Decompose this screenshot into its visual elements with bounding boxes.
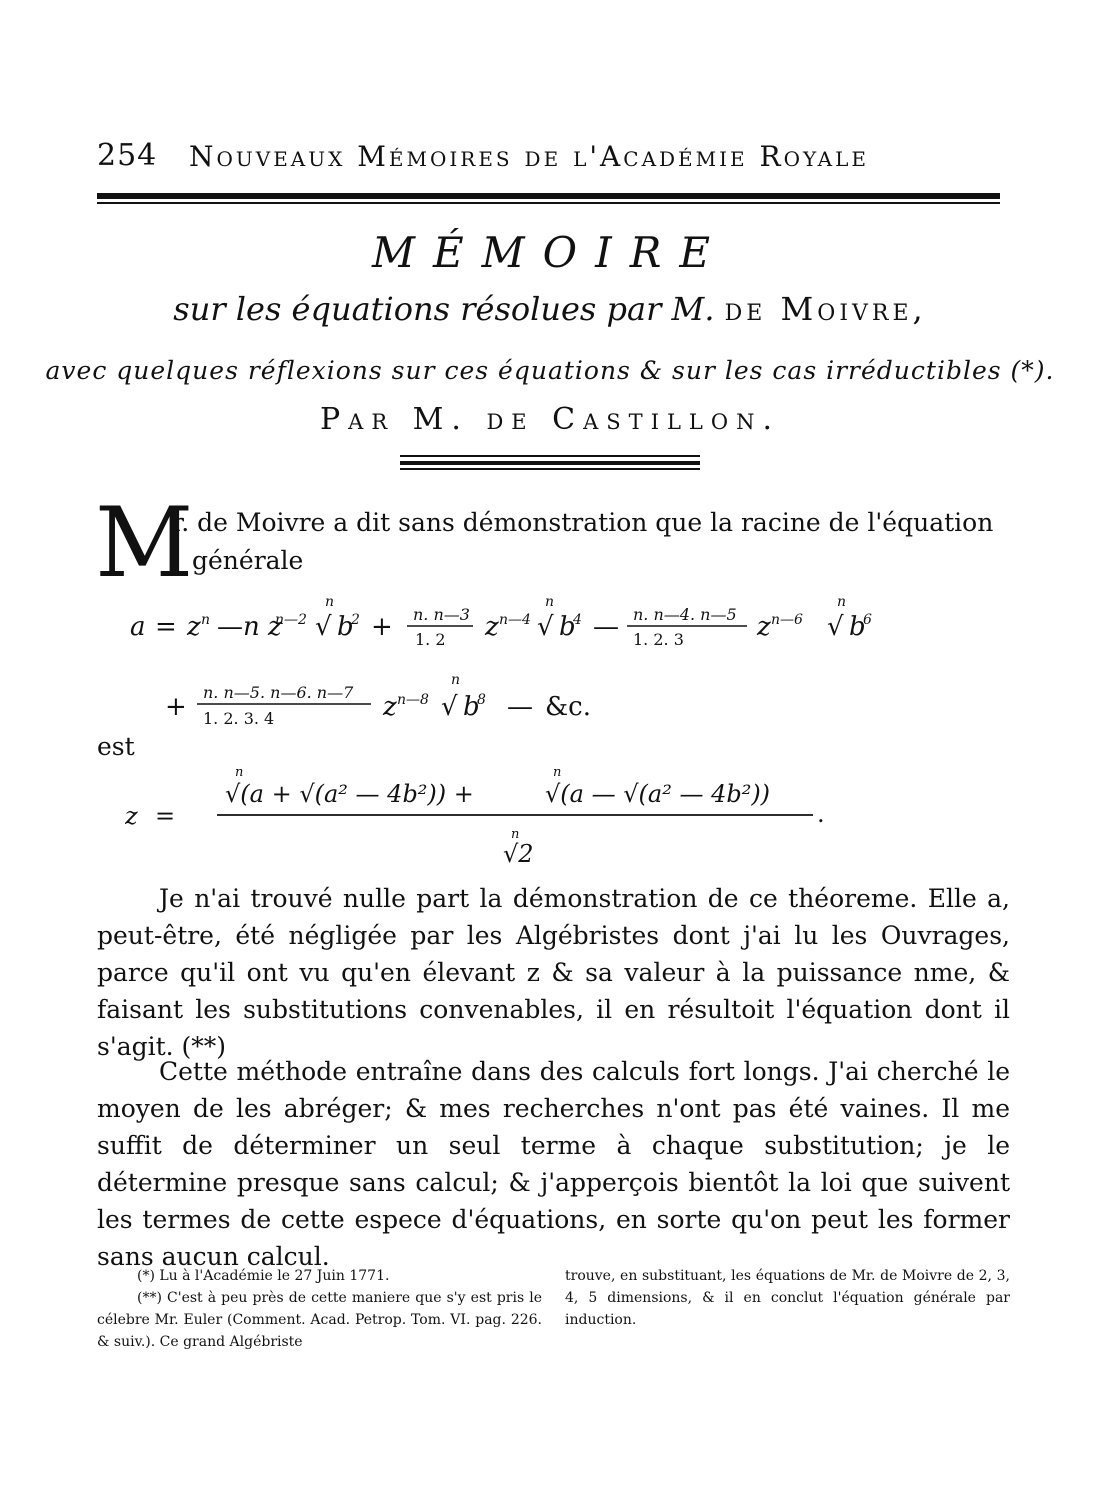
svg-text:√: √ bbox=[827, 612, 844, 642]
svg-text:n. n—5. n—6. n—7: n. n—5. n—6. n—7 bbox=[203, 683, 354, 702]
svg-text:n: n bbox=[235, 765, 244, 780]
footnotes-right-column bbox=[565, 1265, 1010, 1331]
svg-text:z: z bbox=[383, 692, 397, 722]
eq1-etc: &c. bbox=[545, 692, 591, 722]
title-rule-middle bbox=[400, 461, 700, 465]
subtitle-name: de Moivre, bbox=[724, 290, 927, 328]
svg-text:—: — bbox=[593, 612, 619, 642]
footnote-2-part-1: (**) C'est à peu près de cette maniere que s'y est pris le célebre Mr. Euler (Comment. Acad. Petrop. Tom. VI. pag. 226. & suiv.). Ce grand Algébriste bbox=[97, 1290, 542, 1350]
svg-text:—: — bbox=[507, 692, 533, 722]
svg-text:1. 2. 3. 4: 1. 2. 3. 4 bbox=[203, 709, 275, 728]
svg-text:n: n bbox=[511, 827, 520, 842]
svg-text:=: = bbox=[155, 612, 177, 642]
svg-text:n: n bbox=[201, 612, 211, 628]
equation-series bbox=[125, 580, 1015, 760]
header-rule-thin bbox=[97, 202, 1000, 204]
svg-text:6: 6 bbox=[863, 612, 872, 628]
svg-text:+: + bbox=[371, 612, 393, 642]
memoir-subtitle bbox=[0, 290, 1100, 328]
svg-text:n—8: n—8 bbox=[397, 692, 429, 708]
svg-text:b: b bbox=[337, 612, 354, 642]
svg-text:√(a — √(a² — 4b²)): √(a — √(a² — 4b²)) bbox=[545, 780, 771, 808]
title-rule-bottom bbox=[400, 468, 700, 470]
svg-text:√(a + √(a² — 4b²)) +: √(a + √(a² — 4b²)) + bbox=[225, 780, 474, 808]
svg-text:n: n bbox=[837, 594, 847, 610]
equation-root bbox=[125, 762, 845, 872]
footnote-1: (*) Lu à l'Académie le 27 Juin 1771. bbox=[137, 1268, 390, 1284]
author-line: Par M. de Castillon. bbox=[319, 402, 781, 437]
intro-line-2: générale bbox=[192, 546, 304, 575]
svg-text:z: z bbox=[757, 612, 771, 642]
footnote-2-part-2: trouve, en substituant, les équations de Mr. de Moivre de 2, 3, 4, 5 dimensions, & il en conclut l'équation générale par induction. bbox=[565, 1268, 1010, 1328]
svg-text:√: √ bbox=[315, 612, 332, 642]
drop-cap: M bbox=[95, 487, 194, 599]
intro-line-1: r. de Moivre a dit sans démonstration que la racine de l'équation bbox=[172, 508, 994, 537]
paragraph-1: Je n'ai trouvé nulle part la démonstration de ce théoreme. Elle a, peut-être, été négligée par les Algébristes dont j'ai lu les Ouvrages, parce qu'il ont vu qu'en élevant z & sa valeur à la puissance nme, & faisant les substitutions convenables, il en résultoit l'équation dont il s'agit. (**) bbox=[97, 884, 1010, 1061]
svg-text:z: z bbox=[187, 612, 201, 642]
svg-text:√2: √2 bbox=[503, 840, 534, 868]
svg-text:=: = bbox=[155, 802, 176, 830]
svg-text:b: b bbox=[849, 612, 866, 642]
svg-text:1. 2. 3: 1. 2. 3 bbox=[633, 630, 684, 649]
svg-text:n—2: n—2 bbox=[275, 612, 307, 628]
svg-text:n. n—3: n. n—3 bbox=[413, 605, 470, 624]
svg-text:8: 8 bbox=[477, 692, 486, 708]
page-header bbox=[97, 138, 997, 178]
svg-text:+: + bbox=[165, 692, 187, 722]
svg-text:n: n bbox=[553, 765, 562, 780]
title-rule-top bbox=[400, 455, 700, 457]
svg-text:n. n—4. n—5: n. n—4. n—5 bbox=[633, 605, 737, 624]
svg-text:—: — bbox=[217, 612, 243, 642]
svg-text:√: √ bbox=[441, 692, 458, 722]
eq1-lhs: a bbox=[130, 612, 146, 642]
svg-text:n—4: n—4 bbox=[499, 612, 531, 628]
svg-text:2: 2 bbox=[351, 612, 360, 628]
subtitle-italic: sur les équations résolues par M. bbox=[173, 290, 715, 328]
svg-text:b: b bbox=[463, 692, 480, 722]
svg-text:.: . bbox=[817, 800, 825, 828]
svg-text:n: n bbox=[325, 594, 335, 610]
running-head: Nouveaux Mémoires de l'Académie Royale bbox=[189, 140, 869, 173]
svg-text:n: n bbox=[451, 672, 461, 688]
svg-text:4: 4 bbox=[573, 612, 582, 628]
svg-text:1. 2: 1. 2 bbox=[415, 630, 446, 649]
memoir-subtitle-secondary: avec quelques réflexions sur ces équations & sur les cas irréductibles (*). bbox=[45, 356, 1055, 385]
footnotes-left-column bbox=[97, 1265, 542, 1353]
svg-text:n: n bbox=[545, 594, 555, 610]
svg-text:z: z bbox=[485, 612, 499, 642]
svg-text:b: b bbox=[559, 612, 576, 642]
svg-text:n—6: n—6 bbox=[771, 612, 803, 628]
page-number: 254 bbox=[97, 138, 158, 173]
est-word: est bbox=[97, 732, 135, 761]
svg-text:n z: n z bbox=[243, 612, 282, 642]
memoir-title: MÉMOIRE bbox=[372, 228, 728, 277]
svg-text:√: √ bbox=[537, 612, 554, 642]
eq2-lhs: z bbox=[125, 802, 138, 830]
paragraph-2: Cette méthode entraîne dans des calculs fort longs. J'ai cherché le moyen de les abréger; & mes recherches n'ont pas été vaines. Il me suffit de déterminer un seul terme à chaque substitution; je le détermine presque sans calcul; & j'apperçois bientôt la loi que suivent les termes de cette espece d'équations, en sorte qu'on peut les former sans aucun calcul. bbox=[97, 1057, 1010, 1271]
header-rule-thick bbox=[97, 193, 1000, 199]
